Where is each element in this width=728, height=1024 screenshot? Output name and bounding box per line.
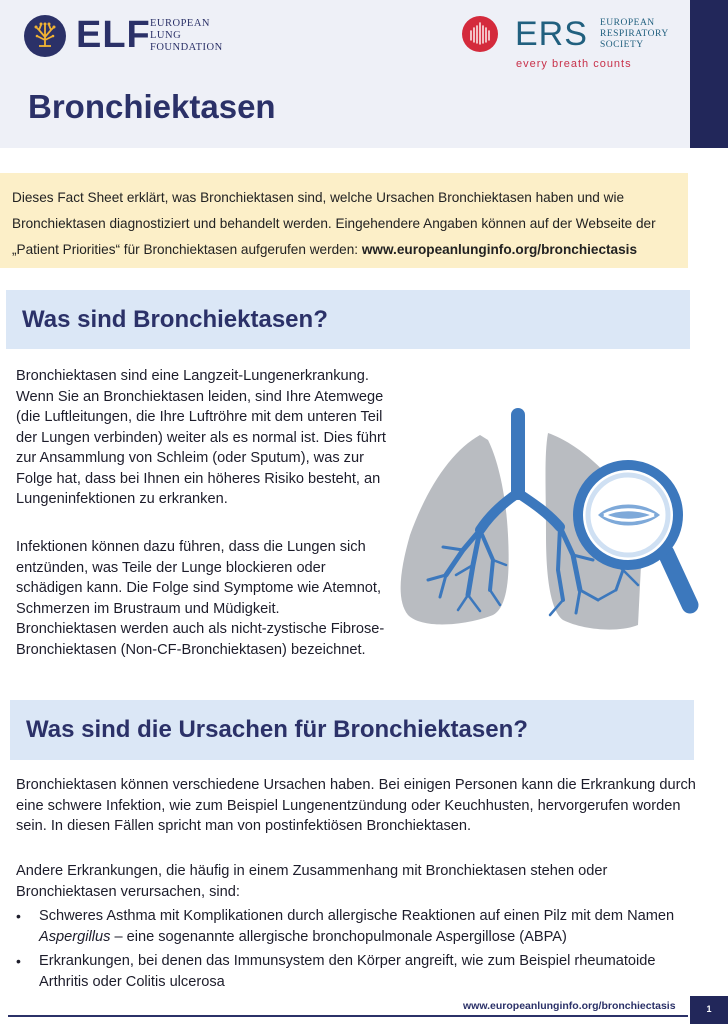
bullet-icon: • [16, 908, 21, 924]
elf-tree-logo-icon [24, 15, 66, 57]
footer-rule [8, 1015, 688, 1017]
bullet-icon: • [16, 953, 21, 969]
section-heading-what-is: Was sind Bronchiektasen? [6, 290, 690, 349]
intro-box [0, 173, 688, 268]
ers-lung-logo-icon [462, 16, 498, 52]
header-accent-bar [690, 0, 728, 148]
page-number: 1 [690, 996, 728, 1024]
ers-tagline: every breath counts [516, 58, 632, 70]
footer-url[interactable]: www.europeanlunginfo.org/bronchiectasis [463, 1000, 676, 1012]
causes-list [16, 906, 706, 996]
section1-paragraph-2: Infektionen können dazu führen, dass die Lungen sich entzünden, was Teile der Lunge blockieren oder schädigen kann. Die Folge sind Symptome wie Atemnot, Schmerzen im Brustraum und Müdigkeit. [16, 539, 382, 617]
section1-paragraph-1: Bronchiektasen sind eine Langzeit-Lungenerkrankung. Wenn Sie an Bronchiektasen leiden, sind Ihre Atemwege (die Luftleitungen, die Ihre Luftröhre mit dem unteren Teil der Lungen verbinden) weiter als es normal ist. Dies führt zur Ansammlung von Schleim (oder Sputum), was zur Folge hat, dass bei Ihnen ein höheres Risiko besteht, an Lungeninfektionen zu erkranken. [16, 368, 386, 507]
elf-full-name: EUROPEAN LUNG FOUNDATION [150, 18, 223, 53]
ers-full-name: EUROPEAN RESPIRATORY SOCIETY [600, 18, 669, 50]
page-title: Bronchiektasen [28, 88, 276, 125]
ers-abbreviation: ERS [515, 15, 588, 53]
section-heading-causes: Was sind die Ursachen für Bronchiektasen? [10, 700, 694, 760]
section2-paragraph-1: Bronchiektasen können verschiedene Ursachen haben. Bei einigen Personen kann die Erkrankung durch eine schwere Infektion, wie zum Beispiel Lungenentzündung oder Keuchhusten, hervorgerufen worden sein. In diesen Fällen spricht man von postinfektiösen Bronchiektasen. [16, 777, 696, 834]
list-item: • Schweres Asthma mit Komplikationen durch allergische Reaktionen auf einen Pilz mit dem Namen Aspergillus – eine sogenannte allergische bronchopulmonale Aspergillose (ABPA) [16, 908, 675, 945]
section1-paragraph-3: Bronchiektasen werden auch als nicht-zystische Fibrose-Bronchiektasen (Non-CF-Bronchiektasen) bezeichnet. [16, 621, 385, 658]
lungs-magnifier-illustration [398, 375, 710, 645]
list-item: • Erkrankungen, bei denen das Immunsystem den Körper angreift, wie zum Beispiel rheumatoide Arthritis oder Colitis ulcerosa [16, 953, 656, 990]
intro-text: Dieses Fact Sheet erklärt, was Bronchiektasen sind, welche Ursachen Bronchiektasen haben und wie Bronchiektasen diagnostiziert und behandelt werden. Eingehendere Angaben können auf der Webseite der „Patient Priorities“ für Bronchiektasen aufgerufen werden: [12, 190, 656, 257]
section2-paragraph-2: Andere Erkrankungen, die häufig in einem Zusammenhang mit Bronchiektasen stehen oder Bronchiektasen verursachen, sind: [16, 863, 608, 900]
intro-link[interactable]: www.europeanlunginfo.org/bronchiectasis [361, 242, 638, 257]
elf-abbreviation: ELF [76, 14, 151, 56]
